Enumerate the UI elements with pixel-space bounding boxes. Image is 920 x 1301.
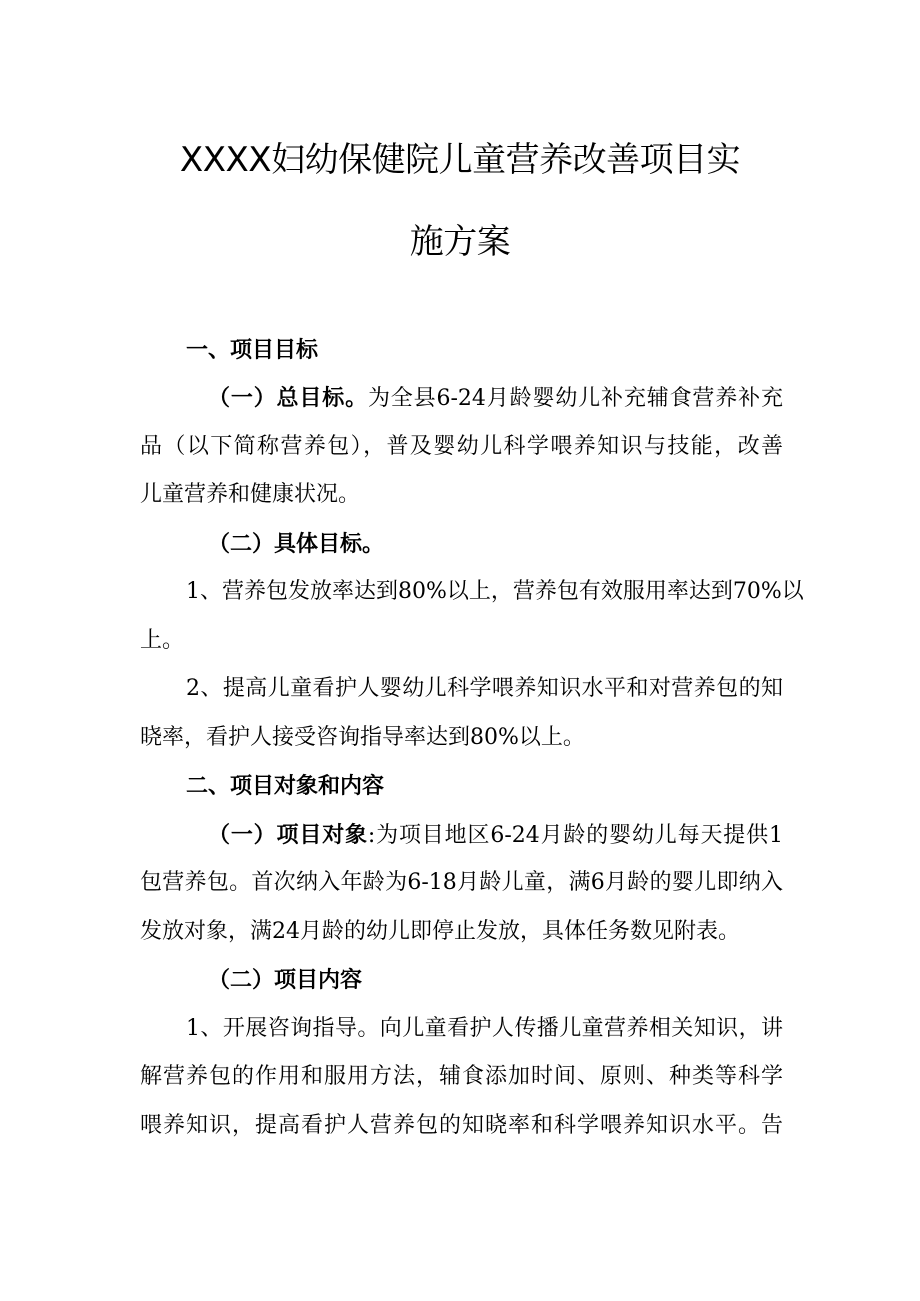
- section-1-heading: 一、项目目标: [186, 337, 319, 363]
- content-item-1-line-3: 喂养知识，提高看护人营养包的知晓率和科学喂养知识水平。告: [140, 1113, 783, 1138]
- overall-goal-lead: （一）总目标。: [208, 385, 368, 411]
- goal-item-2-line-2: 晓率，看护人接受咨询指导率达到80%以上。: [140, 725, 585, 750]
- goal-item-2-line-1: 2、提高儿童看护人婴幼儿科学喂养知识水平和对营养包的知: [186, 676, 783, 701]
- section-2-heading: 二、项目对象和内容: [186, 773, 385, 799]
- goal-item-1-line-2: 上。: [140, 628, 185, 653]
- project-target-line-3: 发放对象，满24月龄的幼儿即停止发放，具体任务数见附表。: [140, 919, 740, 944]
- goal-item-1-line-1: 1、营养包发放率达到80%以上，营养包有效服用率达到70%以: [186, 579, 804, 604]
- paragraph-overall-goal-line-2: 品（以下简称营养包），普及婴幼儿科学喂养知识与技能，改善: [140, 434, 783, 459]
- paragraph-overall-goal-line-3: 儿童营养和健康状况。: [140, 482, 361, 507]
- project-target-lead: （一）项目对象: [208, 822, 368, 848]
- content-item-1-line-1: 1、开展咨询指导。向儿童看护人传播儿童营养相关知识，讲: [186, 1016, 783, 1041]
- content-item-1-line-2: 解营养包的作用和服用方法，辅食添加时间、原则、种类等科学: [140, 1064, 783, 1089]
- overall-goal-text: 为全县6-24月龄婴幼儿补充辅食营养补充: [367, 386, 783, 411]
- project-content-lead: （二）项目内容: [208, 967, 363, 993]
- paragraph-overall-goal-line-1: [140, 383, 783, 414]
- project-target-text: :为项目地区6-24月龄的婴幼儿每天提供1: [367, 823, 783, 848]
- document-title-line-2: 施方案: [409, 222, 511, 262]
- project-target-line-2: 包营养包。首次纳入年龄为6-18月龄儿童，满6月龄的婴儿即纳入: [140, 870, 783, 895]
- specific-goals-lead: （二）具体目标。: [208, 531, 385, 557]
- project-target-line-1: [208, 820, 783, 851]
- document-title-line-1: XXXX妇幼保健院儿童营养改善项目实: [179, 140, 741, 180]
